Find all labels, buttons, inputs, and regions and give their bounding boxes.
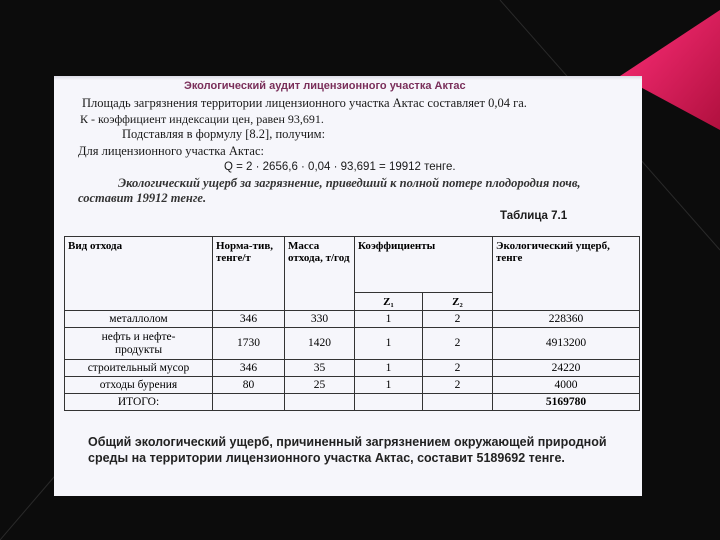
summary-paragraph: Общий экологический ущерб, причиненный загрязнением окружающей природной среды на территории лицензионного участка Актас, составит 5189692 тенге. <box>88 435 607 465</box>
formula: Q = 2 · 2656,6 · 0,04 · 93,691 = 19912 тенге. <box>224 161 456 173</box>
table-total-row: ИТОГО: 5169780 <box>65 394 640 411</box>
table-row: металлолом 346 330 1 2 228360 <box>65 311 640 328</box>
coef-line: К - коэффициент индексации цен, равен 93,691. <box>80 112 324 126</box>
header-damage: Экологический ущерб, тенге <box>493 237 640 311</box>
area-line: Площадь загрязнения территории лицензионного участка Актас составляет 0,04 га. <box>82 96 527 110</box>
table-row: строительный мусор 346 35 1 2 24220 <box>65 360 640 377</box>
header-z1: Z₁ <box>355 293 423 311</box>
table-row: нефть и нефте-продукты 1730 1420 1 2 4913200 <box>65 328 640 360</box>
doc-title: Экологический аудит лицензионного участка Актас <box>184 80 466 92</box>
damage-line-1: Экологический ущерб за загрязнение, приведший к полной потере плодородия почв, <box>118 176 581 190</box>
damage-line-2: составит 19912 тенге. <box>78 191 207 205</box>
header-norm: Норма-тив, тенге/т <box>213 237 285 311</box>
site-line: Для лицензионного участка Актас: <box>78 144 264 158</box>
document-page <box>54 76 642 496</box>
header-waste: Вид отхода <box>65 237 213 311</box>
table-caption: Таблица 7.1 <box>500 210 568 222</box>
header-coeffs: Коэффициенты <box>355 237 493 293</box>
waste-table <box>64 236 640 411</box>
header-mass: Масса отхода, т/год <box>285 237 355 311</box>
header-z2: Z₂ <box>423 293 493 311</box>
table-row: отходы бурения 80 25 1 2 4000 <box>65 377 640 394</box>
subst-line: Подставляя в формулу [8.2], получим: <box>122 127 326 141</box>
